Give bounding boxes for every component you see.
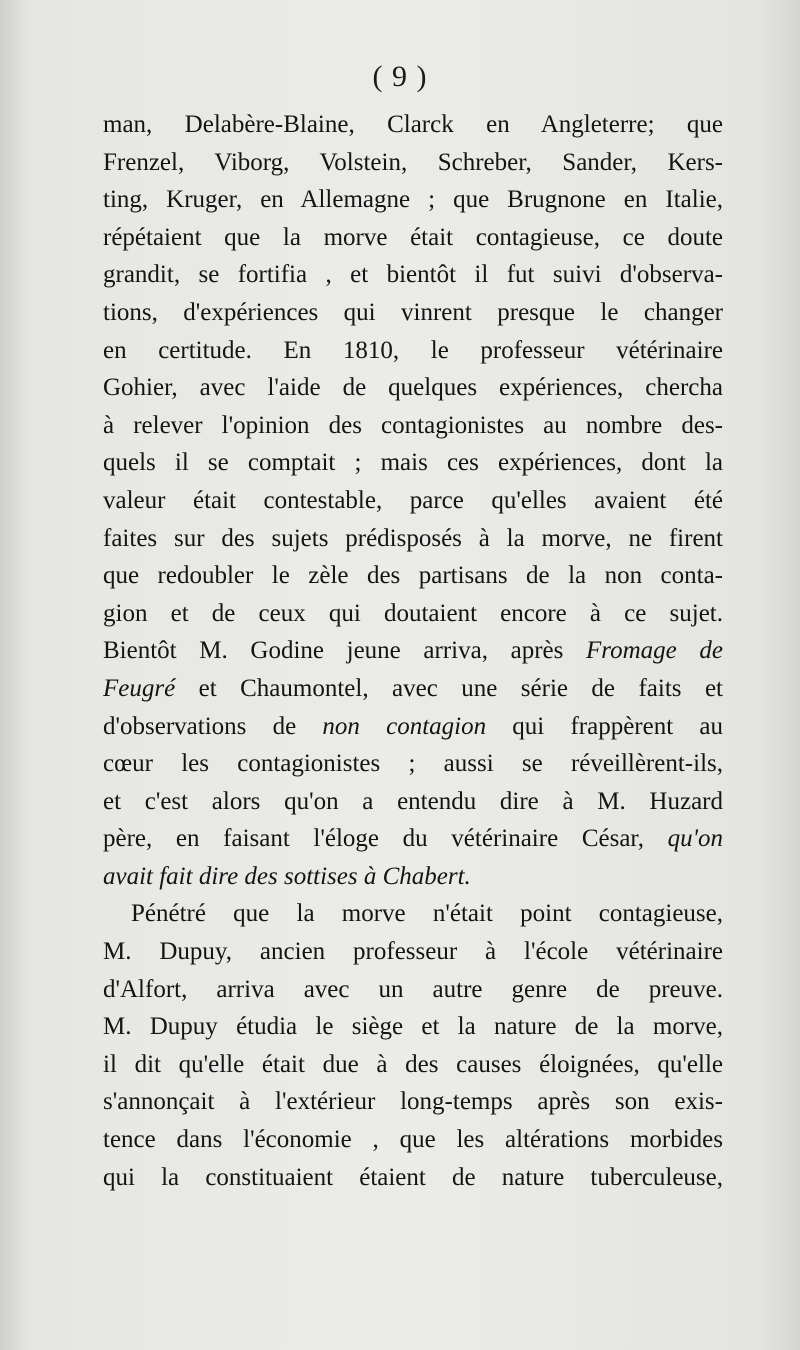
- text-line: [103, 219, 723, 257]
- text-line: [103, 670, 723, 708]
- italic-text: non contagion: [322, 712, 487, 740]
- text-run: père, en faisant l'éloge du vétérinaire César,: [103, 825, 668, 853]
- text-line: [103, 294, 723, 332]
- text-line: [103, 895, 723, 933]
- text-run: d'Alfort, arriva avec un autre genre de preuve.: [103, 975, 723, 1003]
- text-line: [103, 632, 723, 670]
- text-run: man, Delabère-Blaine, Clarck en Angleterre; que: [103, 111, 723, 138]
- text-line: [103, 1121, 723, 1159]
- text-run: M. Dupuy, ancien professeur à l'école vétérinaire: [103, 938, 723, 966]
- text-run: tence dans l'économie , que les altérations morbides: [103, 1126, 723, 1154]
- text-line: [103, 1083, 723, 1121]
- text-run: qui la constituaient étaient de nature tuberculeuse,: [103, 1163, 723, 1191]
- text-line: [103, 332, 723, 370]
- text-run: Gohier, avec l'aide de quelques expériences, chercha: [103, 374, 723, 402]
- page-number: ( 9 ): [372, 60, 428, 93]
- text-line: [103, 783, 723, 821]
- text-run: valeur était contestable, parce qu'elles avaient été: [103, 486, 723, 514]
- text-run: Bientôt M. Godine jeune arriva, après: [103, 637, 587, 665]
- text-run: ting, Kruger, en Allemagne ; que Brugnone en Italie,: [103, 186, 723, 214]
- text-line: [103, 144, 723, 182]
- text-line: [103, 106, 723, 144]
- text-run: à relever l'opinion des contagionistes au nombre des-: [103, 411, 723, 439]
- italic-text: avait fait dire des sottises à Chabert.: [103, 862, 471, 890]
- text-run: cœur les contagionistes ; aussi se réveillèrent-ils,: [103, 750, 723, 778]
- text-line: [103, 444, 723, 482]
- text-line: [103, 1046, 723, 1084]
- text-run: et Chaumontel, avec une série de faits et: [175, 674, 723, 702]
- text-line: [103, 256, 723, 294]
- body-text: [103, 106, 723, 1196]
- text-line: [103, 708, 723, 746]
- italic-text: qu'on: [667, 825, 723, 853]
- text-line: [103, 971, 723, 1009]
- text-line: [103, 520, 723, 558]
- text-run: gion et de ceux qui doutaient encore à ce sujet.: [103, 599, 723, 627]
- text-run: en certitude. En 1810, le professeur vétérinaire: [103, 336, 723, 364]
- text-line: [103, 369, 723, 407]
- text-run: d'observations de: [103, 712, 323, 740]
- text-run: Frenzel, Viborg, Volstein, Schreber, Sander, Kers-: [103, 148, 723, 176]
- italic-text: Fromage de: [586, 637, 723, 665]
- text-run: tions, d'expériences qui vinrent presque le changer: [103, 298, 723, 326]
- text-run: qui frappèrent au: [486, 712, 723, 740]
- text-run: quels il se comptait ; mais ces expériences, dont la: [103, 449, 723, 477]
- text-line: [103, 933, 723, 971]
- text-run: que redoubler le zèle des partisans de la non conta-: [103, 562, 723, 590]
- text-line: [103, 745, 723, 783]
- text-run: s'annonçait à l'extérieur long-temps après son exis-: [103, 1088, 723, 1116]
- text-line: [103, 820, 723, 858]
- text-line: [103, 1159, 723, 1197]
- text-line: [103, 407, 723, 445]
- text-run: et c'est alors qu'on a entendu dire à M. Huzard: [103, 787, 723, 815]
- text-line: [103, 181, 723, 219]
- text-line: [103, 858, 723, 896]
- text-run: M. Dupuy étudia le siège et la nature de la morve,: [103, 1013, 723, 1041]
- text-line: [103, 595, 723, 633]
- text-line: [103, 1008, 723, 1046]
- text-run: répétaient que la morve était contagieuse, ce doute: [103, 223, 723, 251]
- text-line: [103, 482, 723, 520]
- text-run: Pénétré que la morve n'était point contagieuse,: [131, 900, 723, 928]
- text-line: [103, 557, 723, 595]
- text-run: faites sur des sujets prédisposés à la morve, ne firent: [103, 524, 723, 552]
- italic-text: Feugré: [103, 674, 176, 702]
- text-run: grandit, se fortifia , et bientôt il fut suivi d'observa-: [103, 261, 723, 289]
- text-run: il dit qu'elle était due à des causes éloignées, qu'elle: [103, 1050, 723, 1078]
